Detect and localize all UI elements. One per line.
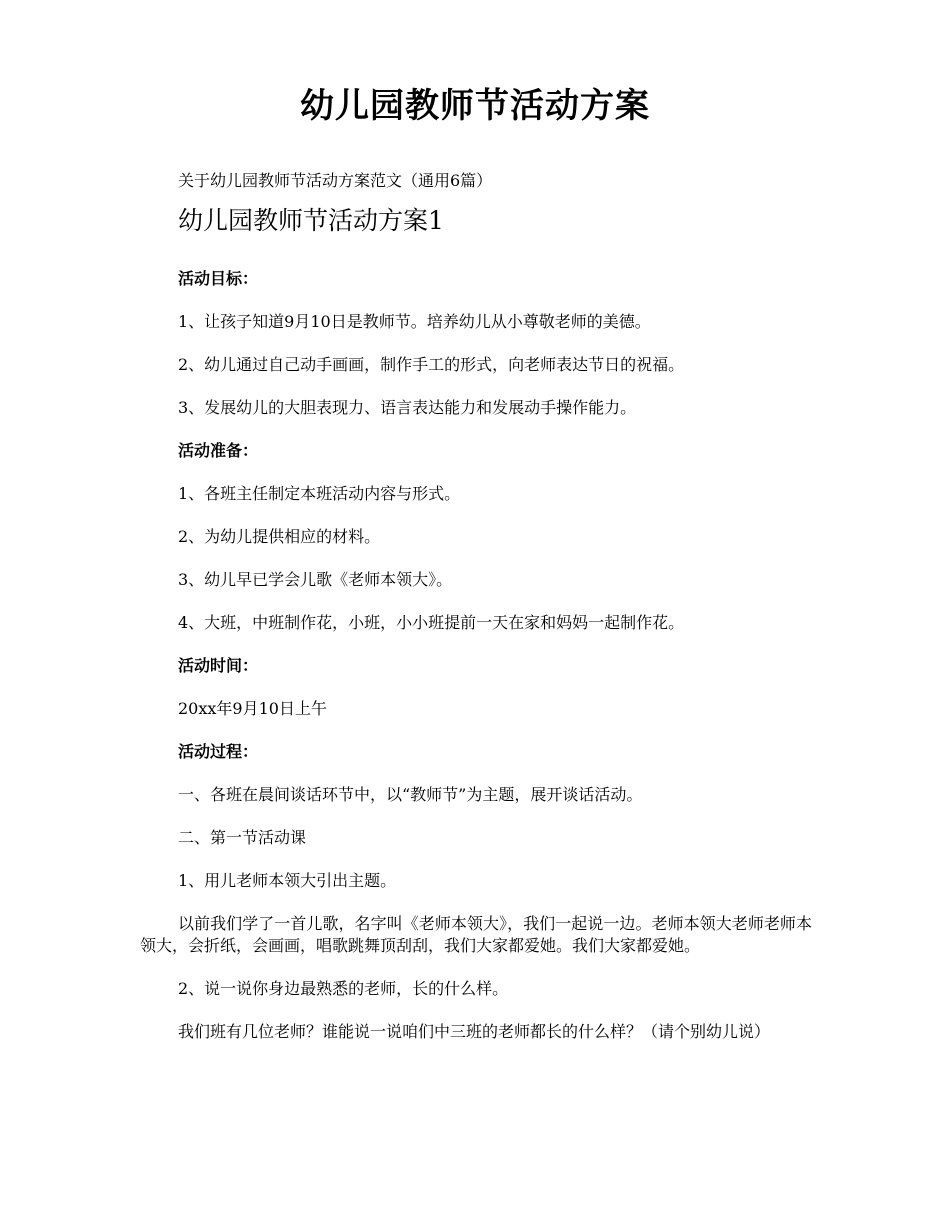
section-title: 幼儿园教师节活动方案1: [178, 206, 444, 235]
document-content: [140, 170, 812, 1064]
paragraph: 1、各班主任制定本班活动内容与形式。: [178, 484, 461, 503]
paragraph: 我们班有几位老师？谁能说一说咱们中三班的老师都长的什么样？（请个别幼儿说）: [178, 1022, 771, 1041]
paragraph: 二、第一节活动课: [178, 828, 307, 847]
paragraph: 2、说一说你身边最熟悉的老师，长的什么样。: [178, 979, 509, 998]
paragraph: 20xx年9月10日上午: [178, 699, 327, 718]
paragraph: 3、发展幼儿的大胆表现力、语言表达能力和发展动手操作能力。: [178, 398, 637, 417]
paragraph: 4、大班，中班制作花，小班，小小班提前一天在家和妈妈一起制作花。: [178, 613, 685, 632]
paragraph: 3、幼儿早已学会儿歌《老师本领大》。: [178, 570, 453, 589]
document-subtitle: 关于幼儿园教师节活动方案范文（通用6篇）: [178, 171, 493, 190]
paragraph: 以前我们学了一首儿歌，名字叫《老师本领大》，我们一起说一边。老师本领大老师老师本领大，会折纸，会画画，唱歌跳舞顶刮刮，我们大家都爱她。我们大家都爱她。: [140, 914, 812, 955]
heading-activity-process: 活动过程：: [178, 742, 259, 761]
paragraph: 1、让孩子知道9月10日是教师节。培养幼儿从小尊敬老师的美德。: [178, 312, 651, 331]
paragraph: 2、为幼儿提供相应的材料。: [178, 527, 381, 546]
heading-activity-time: 活动时间：: [178, 656, 259, 675]
paragraph: 一、各班在晨间谈话环节中，以“教师节”为主题，展开谈话活动。: [178, 785, 643, 804]
heading-activity-prep: 活动准备：: [178, 441, 259, 460]
paragraph: 2、幼儿通过自己动手画画，制作手工的形式，向老师表达节日的祝福。: [178, 355, 685, 374]
document-title: 幼儿园教师节活动方案: [300, 86, 650, 126]
heading-activity-goals: 活动目标：: [178, 269, 259, 288]
paragraph: 1、用儿老师本领大引出主题。: [178, 871, 397, 890]
